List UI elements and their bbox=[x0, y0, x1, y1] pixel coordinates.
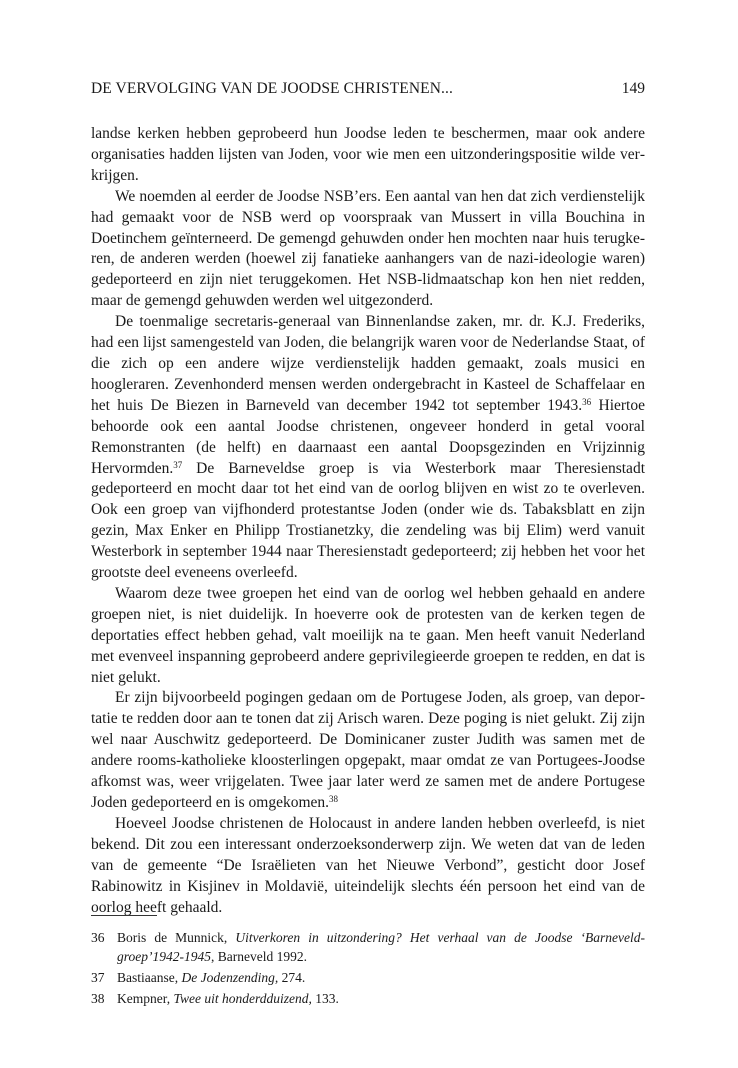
paragraph bbox=[91, 584, 645, 689]
text-run: landse kerken hebben geprobeerd hun Joodse leden te beschermen, maar ook andere organisaties hadden lijsten van Joden, voor wie men een uitzonderingspositie wilde verkrijgen. bbox=[91, 125, 645, 184]
body-text bbox=[91, 124, 645, 918]
paragraph bbox=[91, 124, 645, 187]
running-title: DE VERVOLGING VAN DE JOODSE CHRISTENEN... bbox=[91, 80, 453, 97]
footnote-text: Boris de Munnick, bbox=[117, 930, 236, 945]
footnote-title: Twee uit honderdduizend, bbox=[173, 991, 312, 1006]
footnote-ref: 36 bbox=[582, 396, 592, 407]
paragraph bbox=[91, 187, 645, 312]
footnote bbox=[91, 928, 645, 966]
footnote-title: Uitverkoren in uitzondering? Het verhaal van de Joodse ‘Barneveld-groep’1942-1945 bbox=[117, 930, 645, 964]
paragraph bbox=[91, 312, 645, 584]
footnote-ref: 37 bbox=[173, 459, 183, 470]
text-run: Hiertoe behoorde ook een aantal Joodse christenen, ongeveer honderd in getal vooral Remonstranten (de helft) en daarnaast een aantal Doopsgezinden en Vrijzinnig Hervormden. bbox=[91, 396, 645, 477]
footnote-number: 37 bbox=[91, 970, 105, 985]
footnote-separator bbox=[91, 915, 157, 916]
footnote-number: 36 bbox=[91, 930, 105, 945]
footnote bbox=[91, 989, 645, 1008]
text-run: Hoeveel Joodse christenen de Holocaust in andere landen hebben overleefd, is niet bekend. Dit zou een interessant onderzoeksonderwerp zijn. We weten dat van de leden van de gemeente “De Israëlieten van het Nieuwe Verbond”, gesticht door Josef Rabinowitz in Kisjinev in Moldavië, uiteindelijk slechts één persoon het eind van de oorlog heeft gehaald. bbox=[91, 814, 645, 916]
text-run: Waarom deze twee groepen het eind van de oorlog wel hebben gehaald en andere groepen niet, is niet duidelijk. In hoeverre ook de protesten van de kerken tegen de deportaties effect hebben gehad, valt moeilijk na te gaan. Men heeft vanuit Nederland met evenveel inspanning geprobeerd andere geprivilegieerde groepen te redden, en dat is niet gelukt. bbox=[91, 584, 645, 686]
footnote-text: 133. bbox=[311, 991, 339, 1006]
footnote-number: 38 bbox=[91, 991, 105, 1006]
text-run: Er zijn bijvoorbeeld pogingen gedaan om de Portugese Joden, als groep, van deportatie te redden door aan te tonen dat zij Arisch waren. Deze poging is niet gelukt. Zij zijn wel naar Auschwitz gedeporteerd. De Dominicaner zuster Judith was samen met de andere rooms-katholieke kloosterlingen opgepakt, maar omdat ze van Portugees-Joodse afkomst was, weer vrijgelaten. Twee jaar later werd ze samen met de andere Portugese Joden gedeporteerd en is omgekomen. bbox=[91, 689, 645, 811]
footnote-title: De Jodenzending, bbox=[181, 970, 279, 985]
footnote-text: Bastiaanse, bbox=[117, 970, 182, 985]
footnote-text: , Barneveld 1992. bbox=[211, 949, 307, 964]
footnote-text: 274. bbox=[278, 970, 306, 985]
footnote bbox=[91, 968, 645, 987]
paragraph bbox=[91, 688, 645, 813]
page-number: 149 bbox=[621, 80, 645, 97]
paragraph bbox=[91, 814, 645, 919]
footnote-text: Kempner, bbox=[117, 991, 174, 1006]
footnote-ref: 38 bbox=[329, 794, 339, 804]
text-run: We noemden al eerder de Joodse NSB’ers. Een aantal van hen dat zich verdienstelijk had gemaakt voor de NSB werd op voorspraak van Mussert in villa Bouchina in Doetinchem geïnterneerd. De gemengd gehuwden onder hen mochten naar huis terugkeren, de anderen werden (hoewel zij fanatieke aanhangers van de nazi-ideologie waren) gedeporteerd en zijn niet teruggekomen. Het NSB-lidmaatschap kon hen niet redden, maar de gemengd gehuwden werden wel uitgezonderd. bbox=[91, 187, 645, 310]
text-run: De Barneveldse groep is via Westerbork maar Theresienstadt gedeporteerd en mocht daar tot het eind van de oorlog blijven en wist zo te overleven. Ook een groep van vijfhonderd protestantse Joden (onder wie ds. Tabaksblatt en zijn gezin, Max Enker en Philipp Trostianetzky, die zendeling was bij Elim) werd vanuit Westerbork in september 1944 naar Theresienstadt gedeporteerd; zij hebben het voor het grootste deel eveneens overleefd. bbox=[91, 459, 645, 582]
text-run: De toenmalige secretaris-generaal van Binnenlandse zaken, mr. dr. K.J. Frederiks, had een lijst samengesteld van Joden, die belangrijk waren voor de Nederlandse Staat, of die zich op een andere wijze verdienstelijk hadden gemaakt, zoals musici en hoogleraren. Zevenhonderd mensen werden ondergebracht in Kasteel de Schaffelaar en het huis De Biezen in Barneveld van december 1942 tot september 1943. bbox=[91, 313, 645, 414]
footnotes bbox=[91, 928, 645, 1010]
